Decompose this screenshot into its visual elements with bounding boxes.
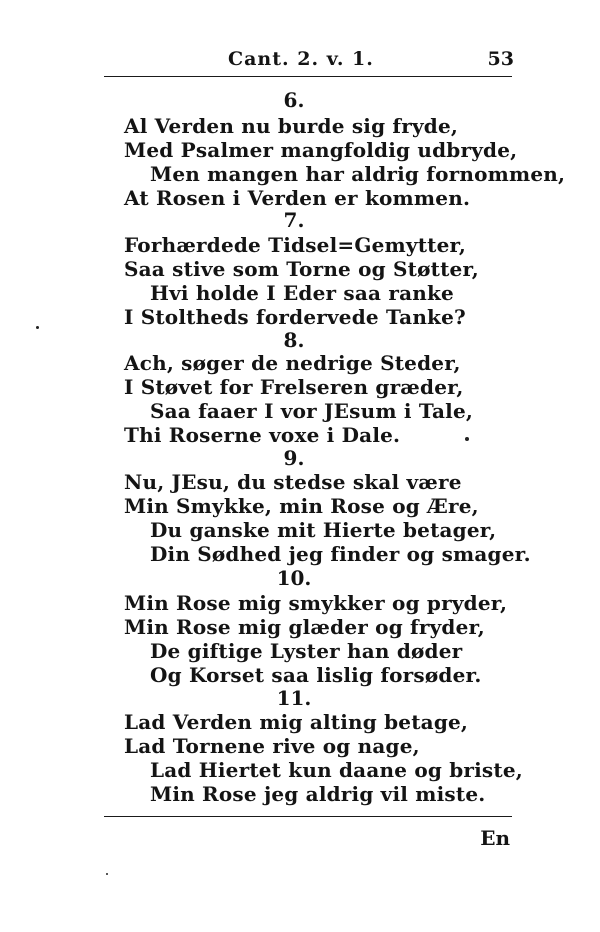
verse-line: Min Smykke, min Rose og Ære, <box>124 494 479 518</box>
verse-line: Din Sødhed jeg finder og smager. <box>150 542 531 566</box>
verse-line: Men mangen har aldrig fornommen, <box>150 162 566 186</box>
verse-line: Al Verden nu burde sig fryde, <box>124 114 459 138</box>
page-number: 53 <box>487 48 514 70</box>
verse-line: Nu, JEsu, du stedse skal være <box>124 470 462 494</box>
running-head <box>104 46 514 76</box>
verse-line: Hvi holde I Eder saa ranke <box>150 281 454 305</box>
verse-line: De giftige Lyster han døder <box>150 639 463 663</box>
header-rule <box>104 76 512 77</box>
verse-line: Min Rose jeg aldrig vil miste. <box>150 782 486 806</box>
verse-line: Og Korset saa lislig forsøder. <box>150 663 482 687</box>
verse-line: Min Rose mig glæder og fryder, <box>124 615 485 639</box>
stanza-number: 11. <box>276 686 312 710</box>
stanza-number: 6. <box>283 88 305 112</box>
verse-line: Saa faaer I vor JEsum i Tale, <box>150 399 474 423</box>
running-title: Cant. 2. v. 1. <box>228 48 374 70</box>
ink-speck <box>465 437 469 441</box>
ink-speck <box>106 873 108 875</box>
verse-line: Lad Hiertet kun daane og briste, <box>150 758 523 782</box>
verse-line: Thi Roserne voxe i Dale. <box>124 423 401 447</box>
verse-line: Forhærdede Tidsel=Gemytter, <box>124 233 466 257</box>
stanza-number: 7. <box>283 208 305 232</box>
stanza-number: 10. <box>276 566 312 590</box>
verse-line: Min Rose mig smykker og pryder, <box>124 591 508 615</box>
verse-line: Lad Verden mig alting betage, <box>124 710 469 734</box>
verse-line: Du ganske mit Hierte betager, <box>150 518 497 542</box>
stanza-number: 8. <box>283 328 305 352</box>
verse-line: I Stoltheds fordervede Tanke? <box>124 305 466 329</box>
verse-line: At Rosen i Verden er kommen. <box>124 186 471 210</box>
ink-speck <box>36 326 39 329</box>
verse-line: Ach, søger de nedrige Steder, <box>124 351 461 375</box>
verse-line: Med Psalmer mangfoldig udbryde, <box>124 138 518 162</box>
verse-line: Saa stive som Torne og Støtter, <box>124 257 479 281</box>
stanza-number: 9. <box>283 446 305 470</box>
footer-rule <box>104 816 512 817</box>
catchword: En <box>480 826 510 850</box>
verse-line: Lad Tornene rive og nage, <box>124 734 420 758</box>
verse-line: I Støvet for Frelseren græder, <box>124 375 464 399</box>
